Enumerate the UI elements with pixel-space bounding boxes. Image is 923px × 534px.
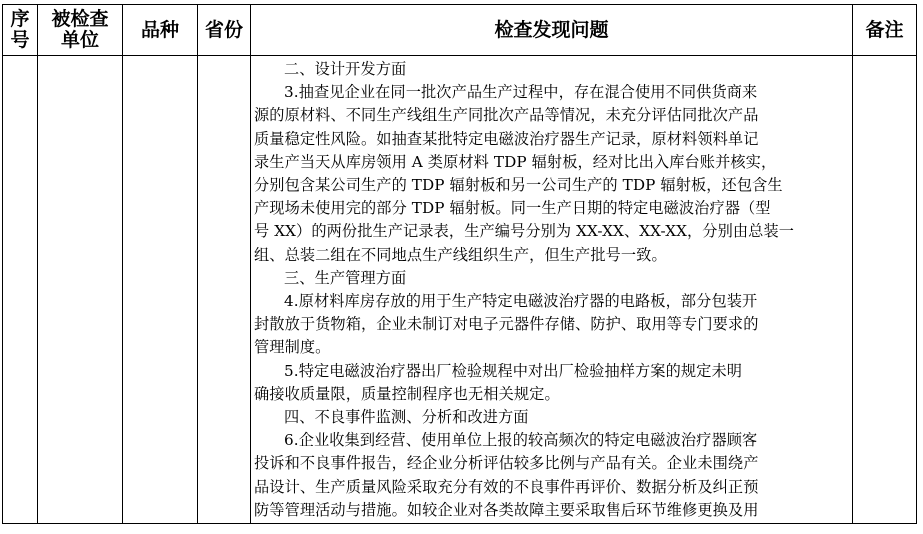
issue-text-line: 二、设计开发方面 <box>284 60 407 78</box>
cell-variety <box>123 56 198 524</box>
issue-text-line: 投诉和不良事件报告，经企业分析评估较多比例与产品有关。企业未围绕产 <box>254 454 759 473</box>
issue-text-line: 质量稳定性风险。如抽查某批特定电磁波治疗器生产记录，原材料领料单记 <box>254 129 759 148</box>
issue-text-line: 确接收质量限，质量控制程序也无相关规定。 <box>254 384 560 403</box>
header-remark <box>853 5 917 56</box>
issue-text-line: 4.原材料库房存放的用于生产特定电磁波治疗器的电路板，部分包装开 <box>284 292 758 311</box>
issue-text-line: 源的原材料、不同生产线组生产同批次产品等情况，未充分评估同批次产品 <box>254 106 759 125</box>
issue-text-line: 产现场未使用完的部分 TDP 辐射板。同一生产日期的特定电磁波治疗器（型 <box>254 199 771 218</box>
header-remark-label: 备注 <box>865 18 904 41</box>
cell-seq <box>3 56 38 524</box>
header-seq <box>3 5 38 56</box>
header-issues <box>251 5 853 56</box>
header-province <box>198 5 251 56</box>
header-unit <box>38 5 123 56</box>
issue-text-line: 录生产当天从库房领用 A 类原材料 TDP 辐射板，经对比出入库台账并核实， <box>254 152 777 171</box>
issue-text-line: 6.企业收集到经营、使用单位上报的较高频次的特定电磁波治疗器顾客 <box>284 431 758 450</box>
issue-text-line: 管理制度。 <box>254 338 331 357</box>
cell-issues <box>251 56 853 524</box>
issue-text-line: 防等管理活动与措施。如较企业对各类故障主要采取售后环节维修更换及用 <box>254 500 759 519</box>
issue-text-line: 三、生产管理方面 <box>284 268 407 287</box>
issue-text-line: 组、总装二组在不同地点生产线组织生产，但生产批号一致。 <box>254 245 667 264</box>
header-unit-label: 被检查单位 <box>51 8 109 51</box>
cell-unit <box>38 56 123 524</box>
cell-province <box>198 56 251 524</box>
header-variety-label: 品种 <box>140 18 179 41</box>
header-issues-label: 检查发现问题 <box>494 18 609 41</box>
header-province-label: 省份 <box>204 18 243 41</box>
issue-text-line: 3.抽查见企业在同一批次产品生产过程中，存在混合使用不同供货商来 <box>284 83 758 102</box>
issue-text-line: 封散放于货物箱，企业未制订对电子元器件存储、防护、取用等专门要求的 <box>254 315 759 334</box>
issues-text <box>251 56 852 523</box>
header-row <box>3 5 917 56</box>
issue-text-line: 分别包含某公司生产的 TDP 辐射板和另一公司生产的 TDP 辐射板，还包含生 <box>254 176 783 195</box>
issue-text-line: 四、不良事件监测、分析和改进方面 <box>284 408 529 427</box>
issue-text-line: 号 XX）的两份批生产记录表，生产编号分别为 XX-XX、XX-XX，分别由总装一 <box>254 222 795 241</box>
inspection-table <box>2 4 917 524</box>
header-seq-label: 序号 <box>10 8 30 51</box>
issue-text-line: 5.特定电磁波治疗器出厂检验规程中对出厂检验抽样方案的规定未明 <box>284 361 743 380</box>
issue-text-line: 品设计、生产质量风险采取充分有效的不良事件再评价、数据分析及纠正预 <box>254 477 759 496</box>
header-variety <box>123 5 198 56</box>
table-row <box>3 56 917 524</box>
cell-remark <box>853 56 917 524</box>
